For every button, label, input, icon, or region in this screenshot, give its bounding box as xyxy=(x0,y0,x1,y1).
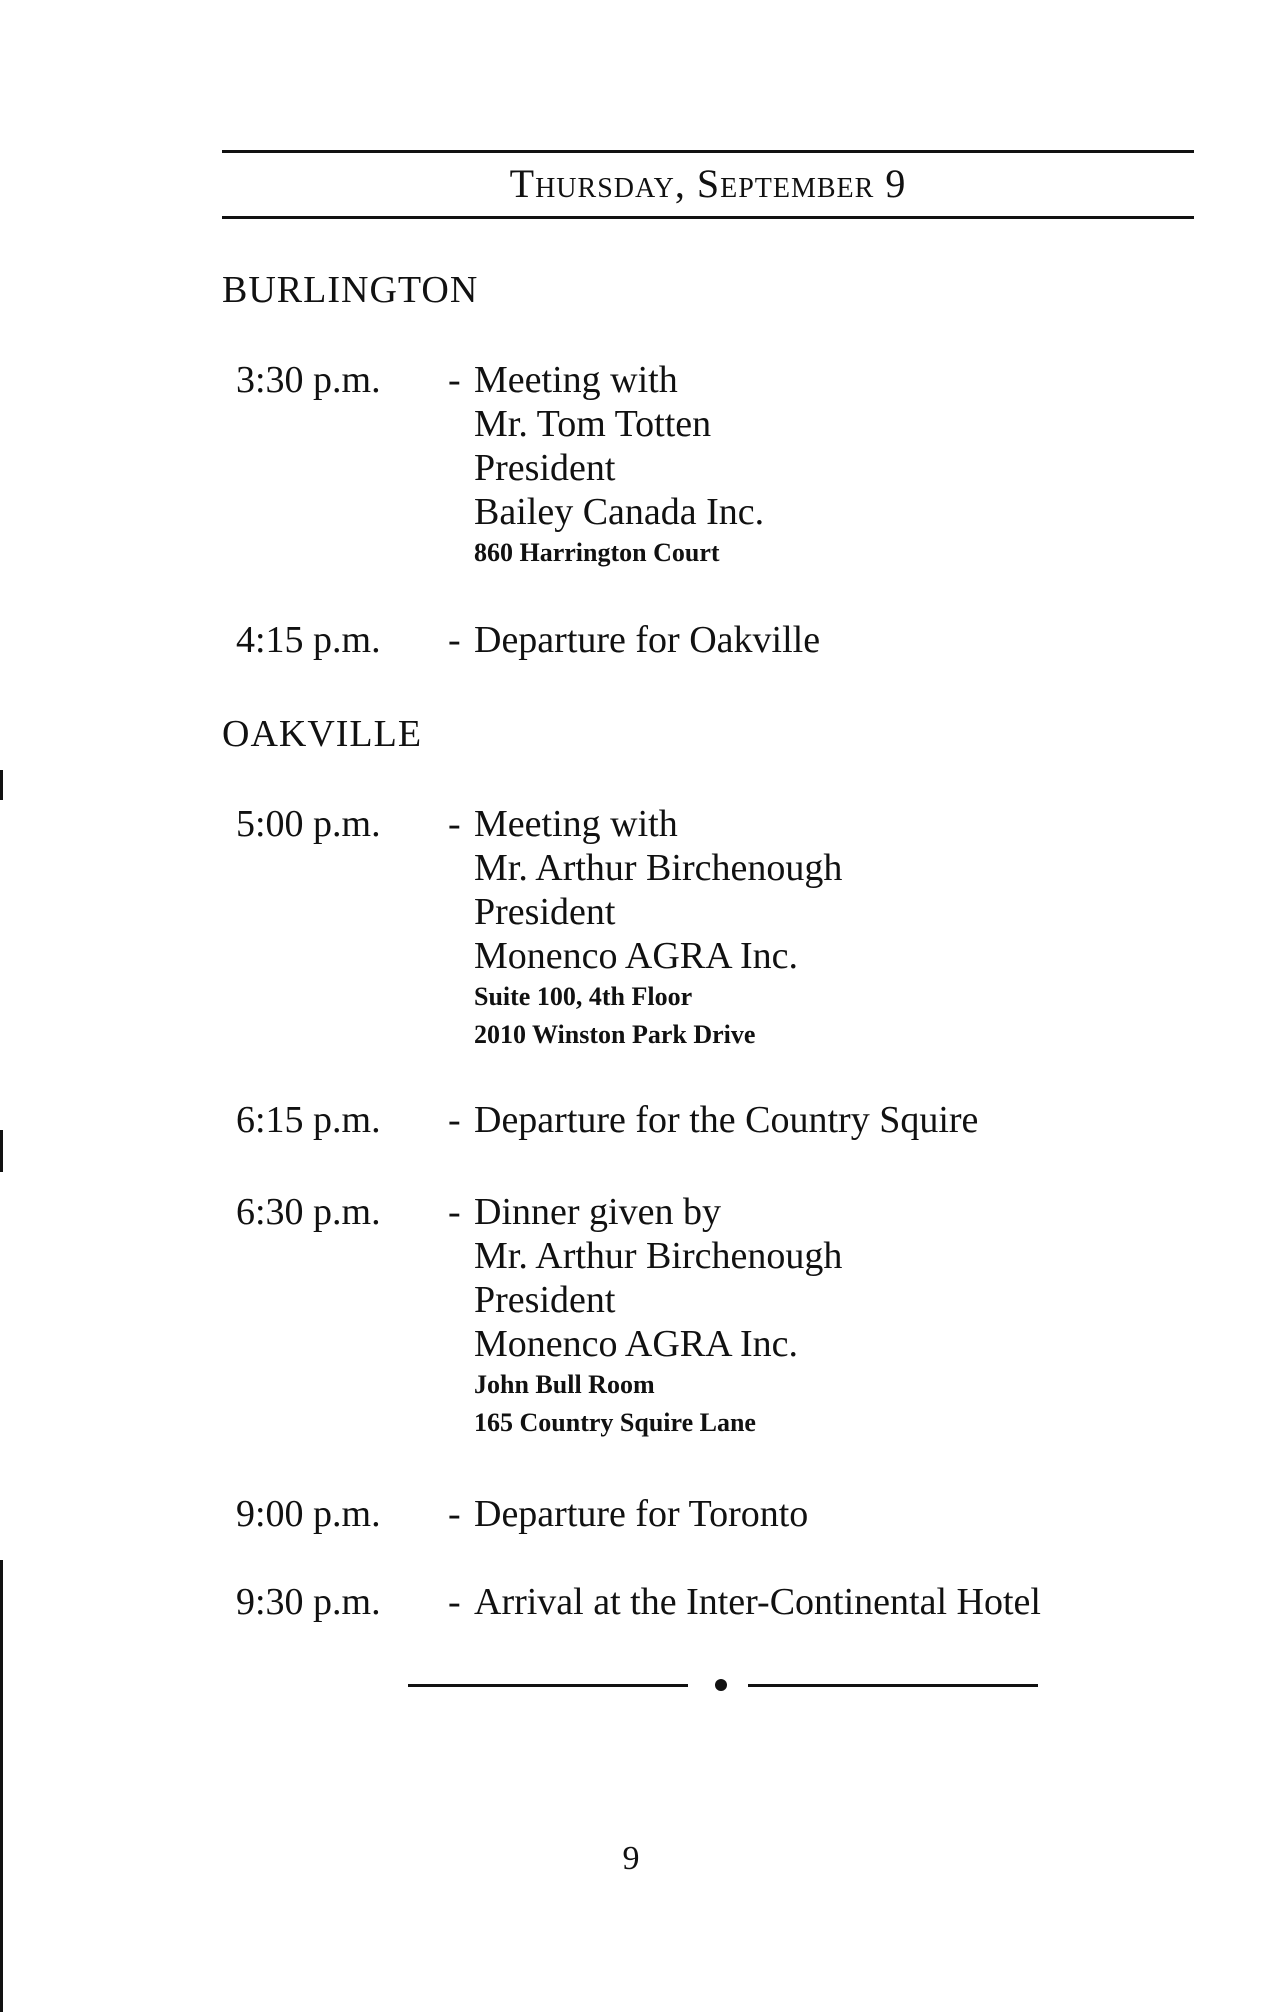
entry-line: Meeting with xyxy=(474,803,678,845)
entry-dash: - xyxy=(448,359,461,401)
entry-details xyxy=(474,802,842,1054)
header-bottom-rule xyxy=(222,216,1194,219)
entry-dash: - xyxy=(448,1581,461,1623)
entry-line: Bailey Canada Inc. xyxy=(474,491,765,533)
entry-time: 6:30 p.m. xyxy=(236,1191,381,1233)
scan-edge-mark xyxy=(0,1560,3,2012)
entry-details xyxy=(474,1492,808,1536)
ornament-right-rule xyxy=(748,1684,1038,1687)
entry-time: 4:15 p.m. xyxy=(236,619,381,661)
entry-line: President xyxy=(474,447,616,489)
entry-details xyxy=(474,358,764,572)
entry-line: President xyxy=(474,891,616,933)
entry-time: 9:00 p.m. xyxy=(236,1493,381,1535)
page-header-title: Thursday, September 9 xyxy=(509,161,907,206)
scan-edge-mark xyxy=(0,1130,3,1172)
scan-edge-mark xyxy=(0,770,3,800)
entry-line: Mr. Arthur Birchenough xyxy=(474,1235,843,1277)
entry-dash: - xyxy=(448,1493,461,1535)
entry-line: Departure for Oakville xyxy=(474,619,821,661)
entry-line: Arrival at the Inter-Continental Hotel xyxy=(474,1581,1041,1623)
entry-time: 6:15 p.m. xyxy=(236,1099,381,1141)
entry-address-line: Suite 100, 4th Floor xyxy=(474,982,693,1011)
section-title-burlington: BURLINGTON xyxy=(222,269,479,311)
entry-details xyxy=(474,1190,842,1442)
entry-time: 3:30 p.m. xyxy=(236,359,381,401)
entry-line: President xyxy=(474,1279,616,1321)
entry-dash: - xyxy=(448,619,461,661)
entry-dash: - xyxy=(448,803,461,845)
section-title-oakville: OAKVILLE xyxy=(222,713,423,755)
entry-dash: - xyxy=(448,1099,461,1141)
page-number: 9 xyxy=(622,1840,640,1877)
entry-details xyxy=(474,1098,978,1142)
entry-line: Departure for Toronto xyxy=(474,1493,809,1535)
entry-line: Dinner given by xyxy=(474,1191,721,1233)
entry-time: 9:30 p.m. xyxy=(236,1581,381,1623)
entry-line: Monenco AGRA Inc. xyxy=(474,1323,799,1365)
entry-dash: - xyxy=(448,1191,461,1233)
entry-details xyxy=(474,618,820,662)
entry-address-line: 860 Harrington Court xyxy=(474,538,720,567)
ornament-dot-icon xyxy=(715,1679,727,1691)
entry-line: Mr. Tom Totten xyxy=(474,403,712,445)
entry-time: 5:00 p.m. xyxy=(236,803,381,845)
entry-line: Departure for the Country Squire xyxy=(474,1099,979,1141)
entry-address-line: 2010 Winston Park Drive xyxy=(474,1020,756,1049)
header-top-rule xyxy=(222,150,1194,153)
entry-line: Monenco AGRA Inc. xyxy=(474,935,799,977)
ornament-left-rule xyxy=(408,1684,688,1687)
entry-line: Meeting with xyxy=(474,359,678,401)
entry-details xyxy=(474,1580,1041,1624)
entry-address-line: John Bull Room xyxy=(474,1370,655,1399)
entry-line: Mr. Arthur Birchenough xyxy=(474,847,843,889)
entry-address-line: 165 Country Squire Lane xyxy=(474,1408,756,1437)
